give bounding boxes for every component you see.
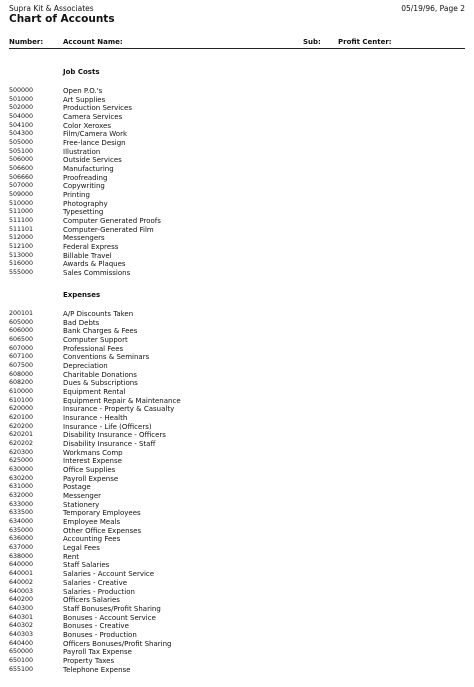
account-number: 640001 [9,570,34,578]
account-number: 516000 [9,260,34,268]
account-row [9,570,465,579]
account-row [9,156,465,165]
account-name: Property Taxes [63,656,115,665]
account-number: 625000 [9,457,34,465]
account-row [9,561,465,570]
account-name: Art Supplies [63,95,106,104]
account-name: Salaries - Creative [63,578,128,587]
header-divider [9,48,465,49]
column-header-account-name: Account Name: [63,38,123,46]
column-header-number: Number: [9,38,44,46]
account-row [9,388,465,397]
account-number: 640002 [9,578,34,586]
account-row [9,414,465,423]
account-row [9,327,465,336]
account-number: 620100 [9,414,34,422]
account-name: Insurance - Health [63,414,128,423]
account-number: 506660 [9,173,34,181]
account-name: Proofreading [63,173,108,182]
account-name: Dues & Subscriptions [63,379,138,388]
account-name: Disability Insurance - Staff [63,440,156,449]
account-row [9,449,465,458]
account-name: Insurance - Property & Casualty [63,405,175,414]
account-name: Accounting Fees [63,535,121,544]
account-number: 505000 [9,139,34,147]
account-name: Officers Salaries [63,596,120,605]
account-name: Charitable Donations [63,370,137,379]
account-row [9,353,465,362]
account-name: Bonuses - Production [63,630,137,639]
account-number: 650000 [9,648,34,656]
account-name: Awards & Plaques [63,260,126,269]
account-number: 505100 [9,147,34,155]
account-name: Federal Express [63,243,119,252]
account-name: Rent [63,552,80,561]
account-name: Computer Generated Proofs [63,217,161,226]
account-number: 620202 [9,440,34,448]
account-row [9,191,465,200]
account-row [9,527,465,536]
account-number: 555000 [9,269,34,277]
account-row [9,310,465,319]
account-row [9,466,465,475]
account-number: 507000 [9,182,34,190]
account-row [9,666,465,675]
account-row [9,96,465,105]
account-number: 633500 [9,509,34,517]
account-number: 630200 [9,474,34,482]
report-header [9,4,465,25]
account-name: Computer Support [63,336,128,345]
account-row [9,605,465,614]
account-name: Interest Expense [63,457,122,466]
account-row [9,553,465,562]
account-row [9,104,465,113]
account-name: Computer-Generated Film [63,225,154,234]
account-name: Depreciation [63,362,108,371]
account-row [9,622,465,631]
account-number: 501000 [9,95,34,103]
job-costs-list [9,87,465,278]
account-name: Free-lance Design [63,139,126,148]
account-number: 509000 [9,191,34,199]
account-name: Salaries - Production [63,587,135,596]
account-number: 655100 [9,665,34,673]
account-number: 633000 [9,500,34,508]
account-name: Bonuses - Creative [63,622,129,631]
account-number: 605000 [9,318,34,326]
account-number: 511100 [9,217,34,225]
account-row [9,130,465,139]
account-number: 610100 [9,396,34,404]
account-name: Equipment Repair & Maintenance [63,396,181,405]
account-row [9,174,465,183]
account-row [9,544,465,553]
account-row [9,362,465,371]
account-number: 607000 [9,344,34,352]
account-name: Film/Camera Work [63,130,128,139]
page-title: Chart of Accounts [9,13,115,25]
account-row [9,640,465,649]
account-number: 632000 [9,492,34,500]
account-row [9,200,465,209]
account-name: Disability Insurance - Officers [63,431,166,440]
account-name: Staff Salaries [63,561,110,570]
account-row [9,457,465,466]
account-row [9,405,465,414]
account-row [9,596,465,605]
section-title-job-costs: Job Costs [63,68,100,76]
account-number: 620200 [9,422,34,430]
account-number: 608000 [9,370,34,378]
account-row [9,234,465,243]
account-number: 510000 [9,199,34,207]
account-row [9,631,465,640]
account-name: Office Supplies [63,466,116,475]
account-row [9,182,465,191]
account-number: 650100 [9,656,34,664]
account-name: Workmans Comp [63,448,123,457]
account-name: Salaries - Account Service [63,570,155,579]
account-name: Manufacturing [63,165,114,174]
account-number: 640302 [9,622,34,630]
account-number: 512000 [9,234,34,242]
account-name: Equipment Rental [63,388,126,397]
account-name: Postage [63,483,91,492]
account-number: 506000 [9,156,34,164]
account-name: Stationery [63,500,100,509]
account-number: 636000 [9,535,34,543]
account-row [9,165,465,174]
account-name: Bank Charges & Fees [63,327,138,336]
account-number: 504300 [9,130,34,138]
account-number: 640003 [9,587,34,595]
account-name: Staff Bonuses/Profit Sharing [63,604,161,613]
account-row [9,243,465,252]
account-name: Legal Fees [63,544,100,553]
account-number: 504000 [9,113,34,121]
account-name: Temporary Employees [63,509,141,518]
account-row [9,113,465,122]
account-row [9,87,465,96]
account-number: 511000 [9,208,34,216]
account-number: 637000 [9,544,34,552]
column-header-profit-center: Profit Center: [338,38,392,46]
account-row [9,440,465,449]
account-number: 640200 [9,596,34,604]
account-name: Payroll Tax Expense [63,648,132,657]
expenses-list [9,310,465,674]
account-row [9,208,465,217]
account-name: Messenger [63,492,102,501]
account-name: Outside Services [63,156,122,165]
account-row [9,252,465,261]
account-name: Payroll Expense [63,474,119,483]
account-number: 512100 [9,243,34,251]
account-number: 634000 [9,518,34,526]
account-row [9,226,465,235]
account-number: 640400 [9,639,34,647]
account-number: 635000 [9,526,34,534]
account-name: Billable Travel [63,251,112,260]
account-row [9,139,465,148]
account-number: 630000 [9,466,34,474]
account-row [9,579,465,588]
account-row [9,345,465,354]
account-row [9,148,465,157]
account-row [9,492,465,501]
account-row [9,535,465,544]
company-name: Supra Kit & Associates [9,4,94,13]
account-number: 511101 [9,225,34,233]
account-name: Employee Meals [63,518,121,527]
section-title-expenses: Expenses [63,291,101,299]
account-name: Officers Bonuses/Profit Sharing [63,639,172,648]
account-row [9,483,465,492]
account-number: 500000 [9,87,34,94]
account-row [9,423,465,432]
account-row [9,648,465,657]
account-row [9,475,465,484]
account-number: 200101 [9,310,34,317]
account-number: 640301 [9,613,34,621]
account-name: Production Services [63,104,132,113]
account-name: Printing [63,191,90,200]
account-name: Messengers [63,234,105,243]
account-row [9,371,465,380]
account-number: 620000 [9,405,34,413]
account-number: 502000 [9,104,34,112]
account-row [9,269,465,278]
account-number: 640300 [9,604,34,612]
account-number: 504100 [9,121,34,129]
account-number: 513000 [9,251,34,259]
account-name: Bonuses - Account Service [63,613,156,622]
account-row [9,588,465,597]
account-name: Open P.O.'s [63,87,103,95]
date-page-label: 05/19/96, Page 2 [401,4,465,13]
account-name: Insurance - Life (Officers) [63,422,152,431]
account-number: 607500 [9,362,34,370]
account-row [9,509,465,518]
account-number: 640000 [9,561,34,569]
account-row [9,379,465,388]
account-number: 631000 [9,483,34,491]
account-number: 638000 [9,552,34,560]
account-number: 608200 [9,379,34,387]
account-number: 610000 [9,388,34,396]
account-row [9,122,465,131]
account-row [9,518,465,527]
account-number: 606500 [9,336,34,344]
account-name: Professional Fees [63,344,124,353]
account-row [9,217,465,226]
account-name: Bad Debts [63,318,100,327]
account-row [9,260,465,269]
account-name: Color Xeroxes [63,121,111,130]
account-number: 640303 [9,630,34,638]
account-name: Sales Commissions [63,269,131,278]
account-row [9,397,465,406]
account-name: Photography [63,199,108,208]
account-row [9,336,465,345]
account-row [9,431,465,440]
account-name: Illustration [63,147,101,156]
account-name: Camera Services [63,113,123,122]
account-number: 606000 [9,327,34,335]
account-row [9,501,465,510]
account-name: Copywriting [63,182,105,191]
account-number: 620201 [9,431,34,439]
account-row [9,614,465,623]
account-name: Conventions & Seminars [63,353,150,362]
column-header-sub: Sub: [303,38,321,46]
account-number: 506600 [9,165,34,173]
account-name: Telephone Expense [63,665,131,674]
account-name: Typesetting [63,208,104,217]
account-row [9,657,465,666]
account-number: 607100 [9,353,34,361]
account-name: Other Office Expenses [63,526,142,535]
column-headers [9,38,465,48]
account-number: 620300 [9,448,34,456]
account-name: A/P Discounts Taken [63,310,134,318]
account-row [9,319,465,328]
